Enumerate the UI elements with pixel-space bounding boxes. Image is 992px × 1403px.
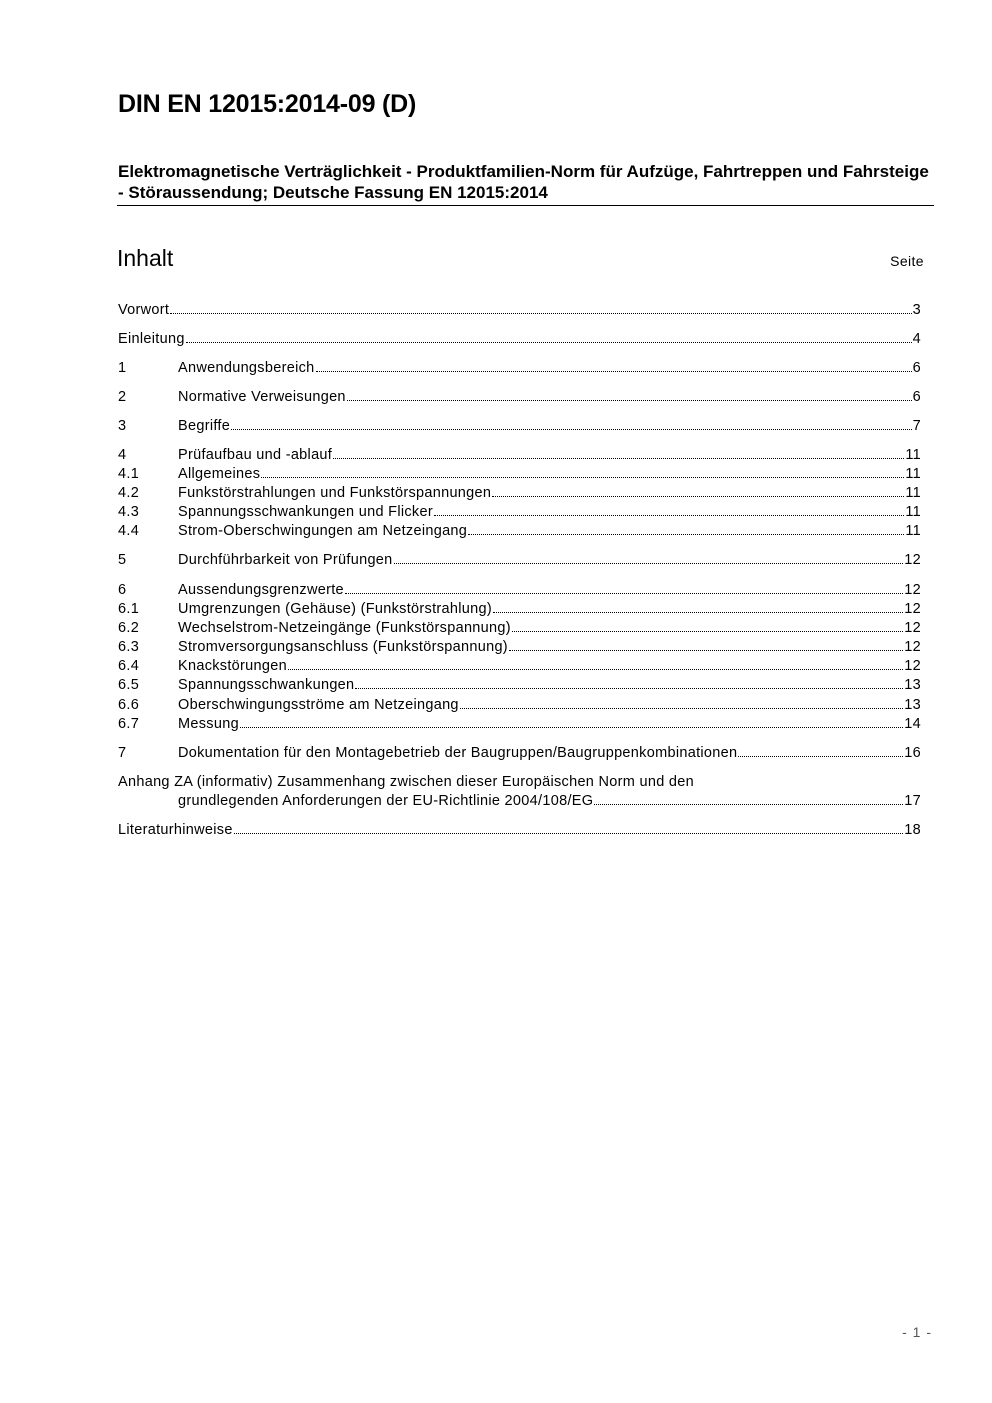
toc-entry-label: Knackstörungen	[178, 658, 287, 674]
toc-page-column-label: Seite	[890, 253, 924, 269]
toc-entry-page: 3	[912, 302, 921, 318]
toc-entry-number: 6	[118, 582, 127, 598]
toc-leader	[434, 504, 904, 516]
toc-entry-3[interactable]	[118, 418, 921, 437]
toc-entry-number: 4.4	[118, 523, 140, 539]
toc-entry-label: Dokumentation für den Montagebetrieb der Baugruppen/Baugruppenkombinationen	[178, 745, 738, 761]
toc-entry-page: 7	[912, 418, 921, 434]
toc-entry-label: Strom-Oberschwingungen am Netzeingang	[178, 523, 468, 539]
toc-entry-page: 11	[905, 447, 921, 463]
toc-entry-page: 11	[905, 504, 921, 520]
toc-entry-page: 11	[905, 523, 921, 539]
toc-leader	[186, 331, 912, 343]
toc-entry-page: 6	[912, 389, 921, 405]
toc-entry-page: 13	[904, 697, 921, 713]
toc-entry-6-4[interactable]	[118, 658, 921, 677]
toc-entry-label: Vorwort	[118, 302, 170, 318]
document-subtitle: Elektromagnetische Verträglichkeit - Produktfamilien-Norm für Aufzüge, Fahrtreppen und Fahrsteige - Störaussendung; Deutsche Fassung EN 12015:2014	[118, 162, 929, 202]
toc-entry-number: 4.2	[118, 485, 140, 501]
toc-entry-number: 2	[118, 389, 127, 405]
toc-entry-page: 12	[904, 582, 921, 598]
toc-leader	[493, 601, 903, 613]
toc-leader	[261, 466, 904, 478]
toc-entry-4[interactable]	[118, 447, 921, 466]
toc-entry-number: 6.4	[118, 658, 140, 674]
toc-leader	[738, 745, 903, 757]
toc-entry-label: grundlegenden Anforderungen der EU-Richtlinie 2004/108/EG	[178, 793, 594, 809]
toc-entry-6-6[interactable]	[118, 697, 921, 716]
toc-entry-6-5[interactable]	[118, 677, 921, 696]
toc-annex-za-heading[interactable]: Anhang ZA (informativ) Zusammenhang zwischen dieser Europäischen Norm und den	[118, 774, 694, 790]
toc-entry-einleitung[interactable]	[118, 331, 921, 350]
toc-entry-number: 6.7	[118, 716, 140, 732]
toc-entry-4-3[interactable]	[118, 504, 921, 523]
toc-entry-label: Spannungsschwankungen und Flicker	[178, 504, 433, 520]
toc-entry-label: Aussendungsgrenzwerte	[178, 582, 344, 598]
toc-entry-number: 4.3	[118, 504, 140, 520]
toc-entry-4-4[interactable]	[118, 523, 921, 542]
toc-entry-number: 6.1	[118, 601, 140, 617]
toc-leader	[333, 447, 904, 459]
toc-leader	[492, 485, 904, 497]
toc-entry-page: 14	[904, 716, 921, 732]
toc-entry-4-1[interactable]	[118, 466, 921, 485]
toc-entry-page: 4	[912, 331, 921, 347]
toc-entry-label: Prüfaufbau und -ablauf	[178, 447, 333, 463]
toc-entry-label: Literaturhinweise	[118, 822, 233, 838]
toc-entry-number: 1	[118, 360, 127, 376]
toc-entry-page: 12	[904, 601, 921, 617]
toc-entry-6-3[interactable]	[118, 639, 921, 658]
toc-entry-page: 13	[904, 677, 921, 693]
toc-entry-label: Normative Verweisungen	[178, 389, 346, 405]
toc-entry-label: Oberschwingungsströme am Netzeingang	[178, 697, 459, 713]
toc-entry-page: 17	[904, 793, 921, 809]
toc-entry-6-1[interactable]	[118, 601, 921, 620]
toc-entry-2[interactable]	[118, 389, 921, 408]
toc-entry-number: 4	[118, 447, 127, 463]
toc-leader	[594, 793, 903, 805]
toc-leader	[468, 523, 904, 535]
toc-entry-6[interactable]	[118, 582, 921, 601]
toc-leader	[288, 658, 903, 670]
toc-entry-6-7[interactable]	[118, 716, 921, 735]
toc-entry-number: 7	[118, 745, 127, 761]
toc-entry-page: 11	[905, 466, 921, 482]
toc-entry-5[interactable]	[118, 552, 921, 571]
toc-entry-label: Einleitung	[118, 331, 185, 347]
toc-entry-vorwort[interactable]	[118, 302, 921, 321]
toc-entry-number: 4.1	[118, 466, 140, 482]
toc-entry-page: 6	[912, 360, 921, 376]
toc-entry-1[interactable]	[118, 360, 921, 379]
toc-entry-label: Allgemeines	[178, 466, 261, 482]
toc-leader	[316, 360, 912, 372]
toc-entry-number: 6.5	[118, 677, 140, 693]
toc-leader	[355, 677, 903, 689]
toc-leader	[460, 697, 903, 709]
toc-leader	[170, 302, 911, 314]
toc-entry-4-2[interactable]	[118, 485, 921, 504]
toc-entry-label: Anwendungsbereich	[178, 360, 315, 376]
toc-leader	[509, 639, 903, 651]
toc-entry-number: 6.6	[118, 697, 140, 713]
toc-entry-number: 6.3	[118, 639, 140, 655]
toc-leader	[394, 552, 904, 564]
toc-entry-number: 3	[118, 418, 127, 434]
toc-leader	[512, 620, 903, 632]
toc-entry-6-2[interactable]	[118, 620, 921, 639]
toc-entry-label: Spannungsschwankungen	[178, 677, 355, 693]
document-title: DIN EN 12015:2014-09 (D)	[118, 90, 417, 118]
toc-entry-page: 12	[904, 552, 921, 568]
toc-entry-label: Umgrenzungen (Gehäuse) (Funkstörstrahlung)	[178, 601, 493, 617]
toc-entry-label: Funkstörstrahlungen und Funkstörspannungen	[178, 485, 492, 501]
toc-entry-page: 12	[904, 658, 921, 674]
toc-entry-page: 16	[904, 745, 921, 761]
toc-entry-page: 12	[904, 620, 921, 636]
toc-entry-page: 11	[905, 485, 921, 501]
toc-heading: Inhalt	[117, 245, 174, 271]
toc-entry-label: Wechselstrom-Netzeingänge (Funkstörspannung)	[178, 620, 511, 636]
toc-entry-page: 12	[904, 639, 921, 655]
toc-annex-za[interactable]	[118, 793, 921, 812]
title-divider	[117, 205, 934, 206]
toc-leader	[234, 822, 904, 834]
toc-leader	[240, 716, 903, 728]
toc-entry-number: 5	[118, 552, 127, 568]
toc-leader	[347, 389, 912, 401]
toc-entry-label: Messung	[178, 716, 239, 732]
toc-entry-literaturhinweise[interactable]	[118, 822, 921, 841]
toc-entry-7[interactable]	[118, 745, 921, 764]
page-number: - 1 -	[902, 1324, 932, 1340]
toc-entry-page: 18	[904, 822, 921, 838]
toc-entry-label: Begriffe	[178, 418, 231, 434]
toc-leader	[345, 582, 903, 594]
toc-leader	[231, 418, 912, 430]
toc-entry-number: 6.2	[118, 620, 140, 636]
toc-entry-label: Durchführbarkeit von Prüfungen	[178, 552, 393, 568]
toc-entry-label: Stromversorgungsanschluss (Funkstörspannung)	[178, 639, 508, 655]
